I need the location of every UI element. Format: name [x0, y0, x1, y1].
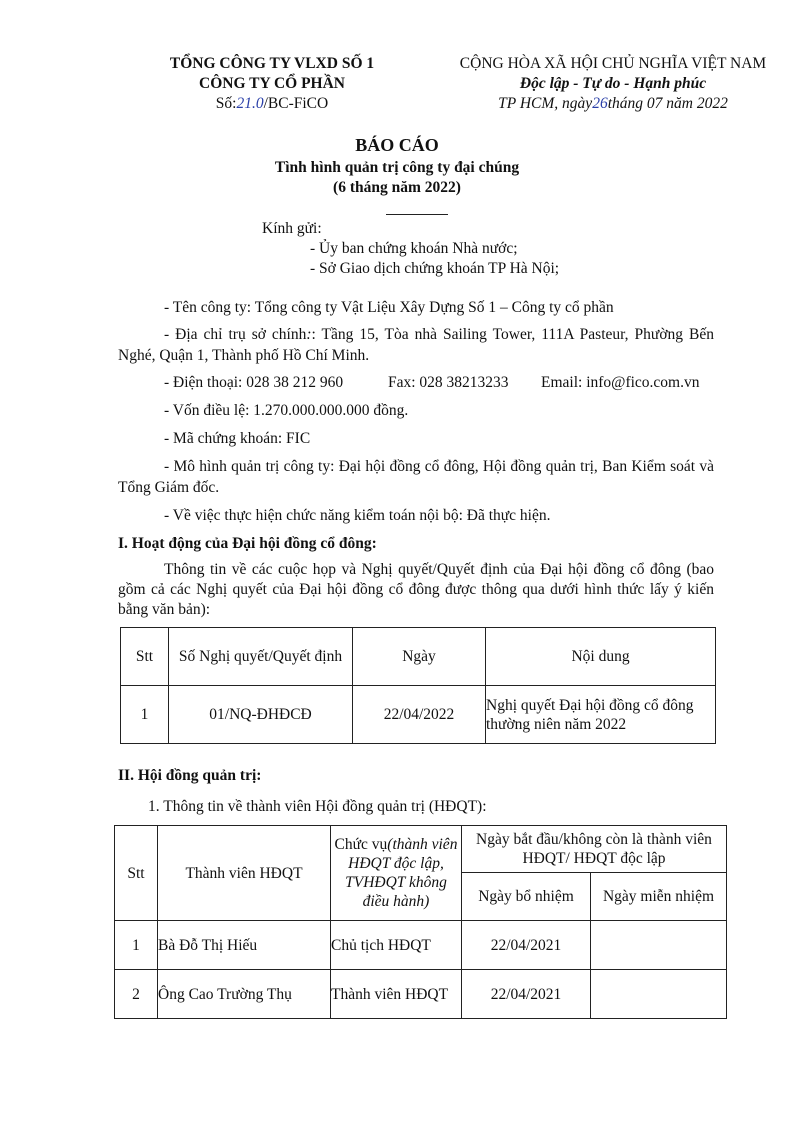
company-email: Email: info@fico.com.vn: [541, 374, 700, 391]
cell-appointed: 22/04/2021: [462, 921, 591, 970]
cell-stt: 1: [121, 686, 169, 744]
col-header-member: Thành viên HĐQT: [158, 826, 331, 921]
doc-no-prefix: Số:: [215, 95, 237, 112]
cell-resolution-no: 01/NQ-ĐHĐCĐ: [169, 686, 353, 744]
date-prefix: TP HCM, ngày: [498, 95, 593, 112]
date-handwritten: 26: [592, 95, 608, 112]
table-row: [121, 686, 716, 744]
org-name-parent: TỔNG CÔNG TY VLXD SỐ 1: [169, 55, 375, 72]
internal-audit: - Về việc thực hiện chức năng kiểm toán nội bộ: Đã thực hiện.: [164, 507, 551, 524]
document-date: [433, 94, 793, 114]
position-note: (thành viên HĐQT độc lập, TVHĐQT không điều hành): [345, 836, 458, 910]
report-subtitle: Tình hình quản trị công ty đại chúng: [274, 159, 520, 176]
report-period: (6 tháng năm 2022): [333, 179, 461, 196]
cell-dismissed: [591, 970, 727, 1019]
col-header-date: Ngày: [353, 628, 486, 686]
cell-content: Nghị quyết Đại hội đồng cổ đông thường niên năm 2022: [486, 686, 716, 744]
governance-model: - Mô hình quản trị công ty: Đại hội đồng cổ đông, Hội đồng quản trị, Ban Kiểm soát và Tổng Giám đốc.: [118, 458, 714, 496]
section-heading: I. Hoạt động của Đại hội đồng cổ đông:: [118, 535, 377, 552]
col-header-stt: Stt: [121, 628, 169, 686]
table-header-row: [121, 628, 716, 686]
col-header-appointed: Ngày bổ nhiệm: [462, 873, 591, 921]
recipient-item: - Ủy ban chứng khoán Nhà nước;: [310, 240, 518, 257]
national-motto: Độc lập - Tự do - Hạnh phúc: [519, 75, 707, 92]
col-header-stt: Stt: [115, 826, 158, 921]
section-intro: Thông tin về các cuộc họp và Nghị quyết/Quyết định của Đại hội đồng cổ đông (bao gồm cả các Nghị quyết của Đại hội đồng cổ đông được thông qua dưới hình thức lấy ý kiến bằng văn bản):: [118, 561, 714, 618]
cell-position: Thành viên HĐQT: [331, 970, 462, 1019]
table-row: [115, 921, 727, 970]
title-divider: [386, 214, 448, 215]
section-heading: II. Hội đồng quản trị:: [118, 767, 262, 784]
stock-code: - Mã chứng khoán: FIC: [164, 430, 311, 447]
col-header-dismissed: Ngày miễn nhiệm: [591, 873, 727, 921]
company-address: [118, 324, 714, 366]
col-header-resolution-no: Số Nghị quyết/Quyết định: [169, 628, 353, 686]
section-item: 1. Thông tin về thành viên Hội đồng quản trị (HĐQT):: [148, 798, 487, 815]
cell-appointed: 22/04/2021: [462, 970, 591, 1019]
shareholder-resolutions-table: [120, 627, 716, 744]
org-name: CÔNG TY CỔ PHẦN: [199, 75, 345, 92]
cell-stt: 2: [115, 970, 158, 1019]
cell-dismissed: [591, 921, 727, 970]
cell-member: Bà Đỗ Thị Hiếu: [158, 921, 331, 970]
col-header-dates: Ngày bắt đầu/không còn là thành viên HĐQT/ HĐQT độc lập: [462, 826, 727, 873]
date-suffix: tháng 07 năm 2022: [607, 95, 728, 112]
board-members-table: [114, 825, 727, 1019]
cell-stt: 1: [115, 921, 158, 970]
cell-position: Chủ tịch HĐQT: [331, 921, 462, 970]
table-row: [115, 970, 727, 1019]
national-title: CỘNG HÒA XÃ HỘI CHỦ NGHĨA VIỆT NAM: [459, 55, 767, 72]
company-phone: - Điện thoại: 028 38 212 960: [164, 374, 344, 391]
address-label: - Địa chỉ trụ sở chính: [164, 326, 307, 343]
address-colon: :: [306, 326, 312, 343]
table-header-row: [115, 826, 727, 873]
report-title: BÁO CÁO: [355, 135, 439, 155]
doc-no-suffix: /BC-FiCO: [263, 95, 329, 112]
col-header-content: Nội dung: [486, 628, 716, 686]
recipients-label: Kính gửi:: [262, 220, 322, 237]
company-name: - Tên công ty: Tổng công ty Vật Liệu Xây Dựng Số 1 – Công ty cổ phần: [164, 299, 614, 316]
company-fax: Fax: 028 38213233: [388, 374, 509, 391]
recipient-item: - Sở Giao dịch chứng khoán TP Hà Nội;: [310, 260, 560, 277]
charter-capital: - Vốn điều lệ: 1.270.000.000.000 đồng.: [164, 402, 409, 419]
document-number: [132, 94, 412, 114]
cell-member: Ông Cao Trường Thụ: [158, 970, 331, 1019]
cell-date: 22/04/2022: [353, 686, 486, 744]
address-value: : Tầng 15, Tòa nhà Sailing Tower, 111A Pasteur, Phường Bến Nghé, Quận 1, Thành phố Hồ Chí Minh.: [118, 326, 714, 364]
col-header-position: [331, 826, 462, 921]
position-label: Chức vụ: [334, 836, 388, 853]
doc-no-handwritten: 21.0: [236, 95, 264, 112]
